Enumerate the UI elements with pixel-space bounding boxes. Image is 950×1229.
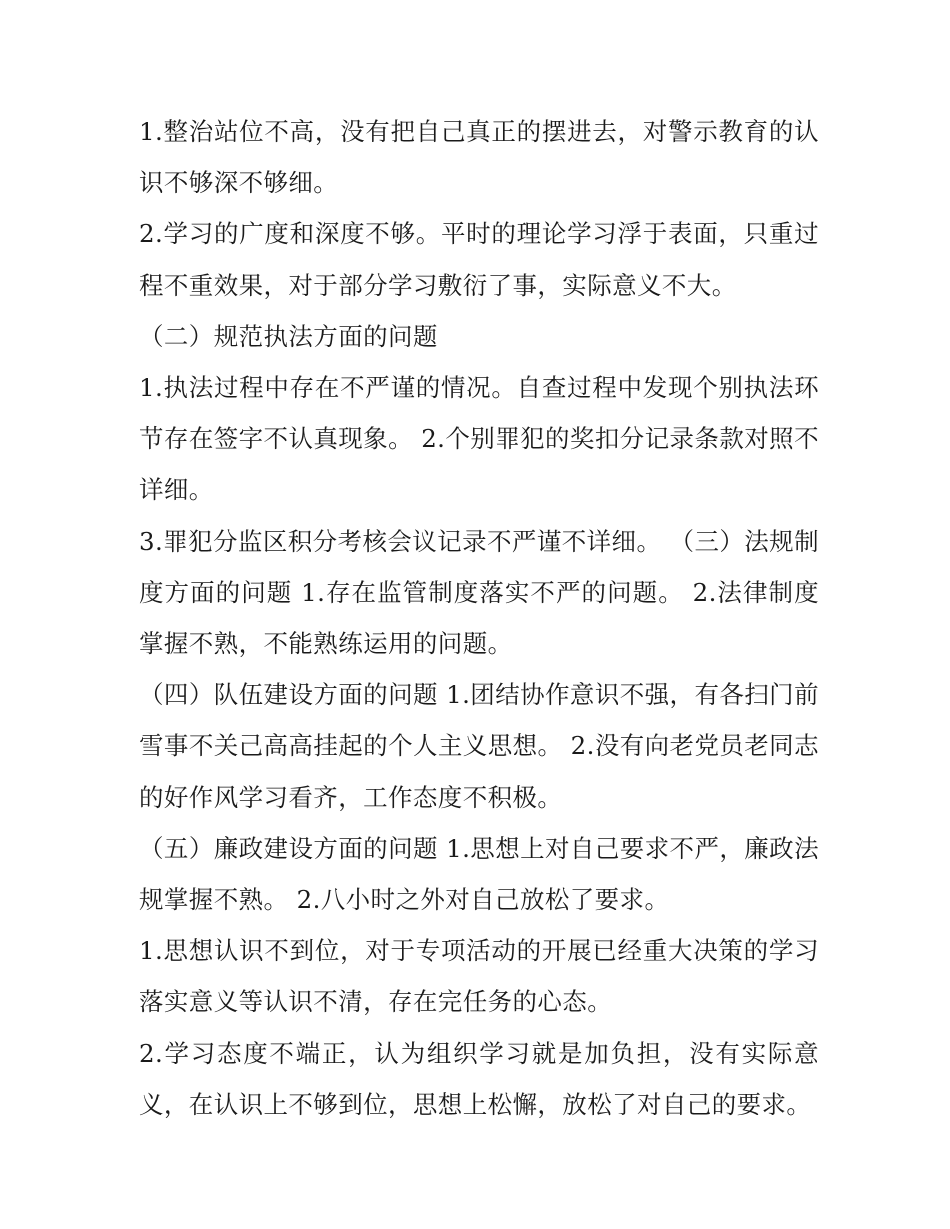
paragraph-ideological-awareness: 1.思想认识不到位，对于专项活动的开展已经重大决策的学习落实意义等认识不清，存在完任务的心态。 bbox=[139, 936, 819, 1017]
paragraph-study-depth: 2.学习的广度和深度不够。平时的理论学习浮于表面，只重过程不重效果，对于部分学习敷衍了事，实际意义不大。 bbox=[139, 219, 819, 300]
paragraph-study-attitude: 2.学习态度不端正，认为组织学习就是加负担，没有实际意义，在认识上不够到位，思想上松懈，放松了对自己的要求。 bbox=[139, 1038, 819, 1119]
document-body bbox=[139, 106, 819, 1130]
paragraph-team-building-issues: （四）队伍建设方面的问题 1.团结协作意识不强，有各扫门前雪事不关己高高挂起的个人主义思想。 2.没有向老党员老同志的好作风学习看齐，工作态度不积极。 bbox=[139, 680, 819, 812]
paragraph-enforcement-issues: 1.执法过程中存在不严谨的情况。自查过程中发现个别执法环节存在签字不认真现象。 2.个别罪犯的奖扣分记录条款对照不详细。 bbox=[139, 373, 819, 505]
paragraph-regulation-issues: 3.罪犯分监区积分考核会议记录不严谨不详细。 （三）法规制度方面的问题 1.存在监管制度落实不严的问题。 2.法律制度掌握不熟，不能熟练运用的问题。 bbox=[139, 526, 819, 659]
section-heading-law-enforcement: （二）规范执法方面的问题 bbox=[139, 321, 438, 351]
paragraph-integrity-issues: （五）廉政建设方面的问题 1.思想上对自己要求不严，廉政法规掌握不熟。 2.八小时之外对自己放松了要求。 bbox=[139, 833, 819, 915]
paragraph-rectification-stance: 1.整治站位不高，没有把自己真正的摆进去，对警示教育的认识不够深不够细。 bbox=[139, 117, 819, 198]
